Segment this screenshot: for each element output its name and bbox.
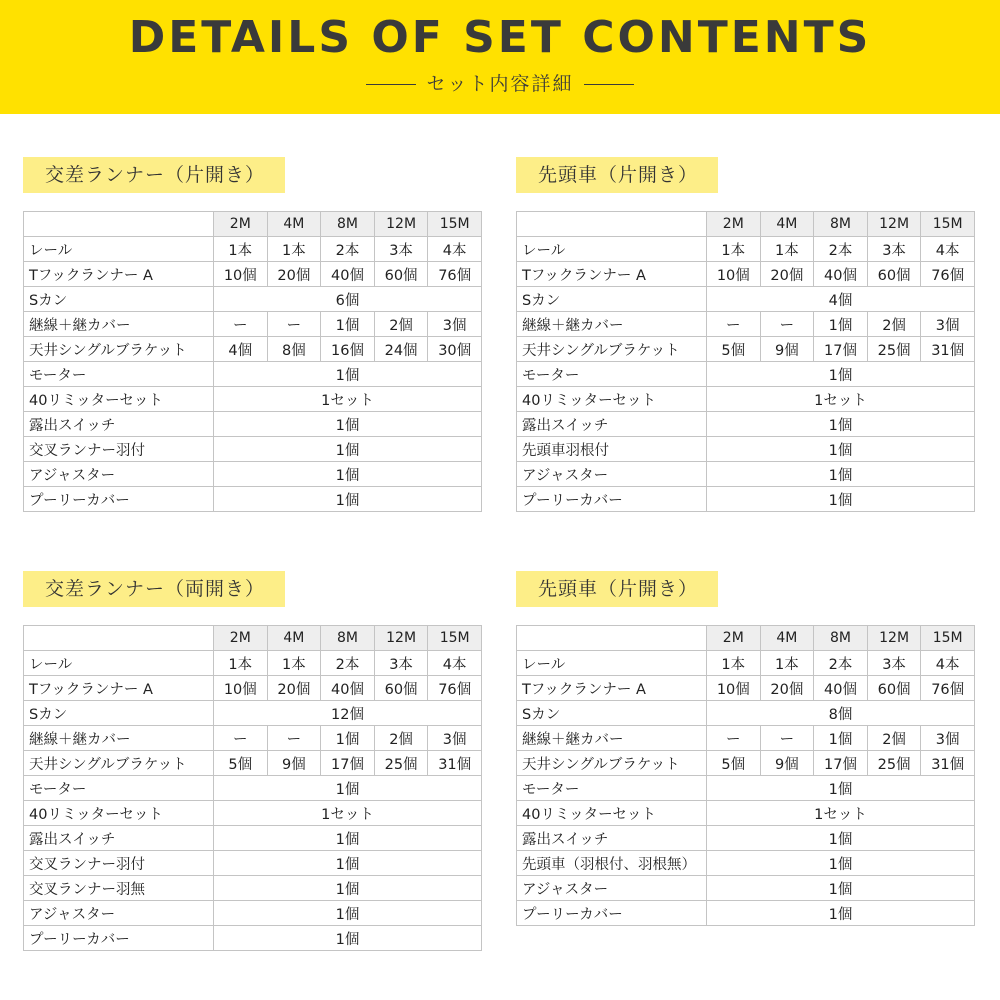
quantity-cell: 1個 <box>321 312 375 337</box>
item-name-cell: 天井シングルブラケット <box>517 337 707 362</box>
table-row <box>24 701 482 726</box>
header-corner-cell <box>24 212 214 237</box>
quantity-cell: 4本 <box>921 651 975 676</box>
header-size-cell: 15M <box>428 212 482 237</box>
item-name-cell: 天井シングルブラケット <box>517 751 707 776</box>
page-subtitle: セット内容詳細 <box>426 73 574 95</box>
quantity-merged-cell: 1個 <box>214 487 482 512</box>
table-row <box>24 651 482 676</box>
item-name-cell: 40リミッターセット <box>517 801 707 826</box>
quantity-merged-cell: 1セット <box>707 801 975 826</box>
item-name-cell: Sカン <box>517 287 707 312</box>
item-name-cell: モーター <box>24 776 214 801</box>
table-row <box>24 776 482 801</box>
quantity-cell: 30個 <box>428 337 482 362</box>
header-size-cell: 12M <box>374 626 428 651</box>
quantity-cell: ー <box>214 312 268 337</box>
table-row <box>24 801 482 826</box>
quantity-cell: 1本 <box>707 651 761 676</box>
item-name-cell: 交叉ランナー羽無 <box>24 876 214 901</box>
quantity-cell: 2本 <box>814 237 868 262</box>
quantity-cell: 10個 <box>707 262 761 287</box>
item-name-cell: アジャスター <box>517 876 707 901</box>
quantity-cell: 17個 <box>814 751 868 776</box>
quantity-cell: 2本 <box>321 237 375 262</box>
table-row <box>24 237 482 262</box>
header-size-cell: 2M <box>707 626 761 651</box>
quantity-merged-cell: 1個 <box>214 826 482 851</box>
quantity-merged-cell: 1個 <box>214 412 482 437</box>
quantity-cell: 25個 <box>374 751 428 776</box>
quantity-cell: 4本 <box>428 651 482 676</box>
header-size-cell: 2M <box>214 212 268 237</box>
quantity-cell: 10個 <box>214 676 268 701</box>
subtitle-rule-left <box>366 84 416 85</box>
table-row <box>24 901 482 926</box>
quantity-cell: ー <box>760 312 814 337</box>
quantity-merged-cell: 1個 <box>214 851 482 876</box>
quantity-cell: 20個 <box>760 262 814 287</box>
quantity-cell: 3個 <box>921 312 975 337</box>
item-name-cell: Tフックランナー A <box>24 676 214 701</box>
table-row <box>24 726 482 751</box>
header-size-cell: 12M <box>867 212 921 237</box>
quantity-cell: 10個 <box>707 676 761 701</box>
header-size-cell: 4M <box>267 212 321 237</box>
quantity-cell: 1本 <box>267 237 321 262</box>
quantity-merged-cell: 1個 <box>707 462 975 487</box>
page-title: DETAILS OF SET CONTENTS <box>128 12 872 63</box>
header-size-cell: 4M <box>760 212 814 237</box>
page-subtitle-row <box>0 70 1000 98</box>
table-row <box>517 851 975 876</box>
quantity-cell: 5個 <box>707 337 761 362</box>
quantity-merged-cell: 1セット <box>707 387 975 412</box>
quantity-cell: ー <box>214 726 268 751</box>
quantity-cell: 76個 <box>921 676 975 701</box>
quantity-merged-cell: 1個 <box>214 926 482 951</box>
quantity-cell: 20個 <box>760 676 814 701</box>
table-row <box>517 701 975 726</box>
quantity-cell: 20個 <box>267 676 321 701</box>
quantity-cell: 2個 <box>867 726 921 751</box>
quantity-cell: 60個 <box>374 676 428 701</box>
quantity-cell: 40個 <box>814 262 868 287</box>
quantity-cell: 4本 <box>921 237 975 262</box>
table-row <box>24 926 482 951</box>
item-name-cell: レール <box>24 651 214 676</box>
quantity-merged-cell: 1個 <box>707 362 975 387</box>
header-size-cell: 4M <box>760 626 814 651</box>
quantity-cell: 4本 <box>428 237 482 262</box>
quantity-cell: 31個 <box>921 337 975 362</box>
quantity-cell: ー <box>760 726 814 751</box>
item-name-cell: 40リミッターセット <box>24 801 214 826</box>
quantity-cell: 1個 <box>814 726 868 751</box>
quantity-cell: 2個 <box>374 726 428 751</box>
quantity-cell: 25個 <box>867 337 921 362</box>
quantity-cell: 2個 <box>374 312 428 337</box>
table-row <box>517 776 975 801</box>
quantity-merged-cell: 4個 <box>707 287 975 312</box>
quantity-cell: 60個 <box>867 676 921 701</box>
header-size-cell: 8M <box>321 626 375 651</box>
table-row <box>24 851 482 876</box>
item-name-cell: モーター <box>24 362 214 387</box>
quantity-merged-cell: 1個 <box>707 776 975 801</box>
quantity-cell: 60個 <box>374 262 428 287</box>
table-header-row <box>517 626 975 651</box>
quantity-cell: 1本 <box>760 651 814 676</box>
item-name-cell: プーリーカバー <box>517 487 707 512</box>
quantity-cell: 20個 <box>267 262 321 287</box>
item-name-cell: モーター <box>517 362 707 387</box>
quantity-cell: 1本 <box>267 651 321 676</box>
table-row <box>517 801 975 826</box>
item-name-cell: 40リミッターセット <box>24 387 214 412</box>
item-name-cell: Sカン <box>517 701 707 726</box>
quantity-cell: 40個 <box>321 676 375 701</box>
header-size-cell: 8M <box>321 212 375 237</box>
table-row <box>24 437 482 462</box>
quantity-cell: 5個 <box>214 751 268 776</box>
quantity-cell: 40個 <box>321 262 375 287</box>
item-name-cell: 天井シングルブラケット <box>24 337 214 362</box>
item-name-cell: アジャスター <box>24 462 214 487</box>
quantity-cell: 25個 <box>867 751 921 776</box>
table-row <box>24 751 482 776</box>
table-row <box>517 437 975 462</box>
section-title: 交差ランナー（片開き） <box>23 157 285 193</box>
quantity-cell: 5個 <box>707 751 761 776</box>
quantity-merged-cell: 1個 <box>214 462 482 487</box>
table-row <box>24 462 482 487</box>
quantity-cell: 60個 <box>867 262 921 287</box>
table-row <box>517 237 975 262</box>
header-size-cell: 15M <box>921 212 975 237</box>
quantity-cell: 4個 <box>214 337 268 362</box>
item-name-cell: 継線＋継カバー <box>517 726 707 751</box>
quantity-merged-cell: 1個 <box>214 437 482 462</box>
quantity-merged-cell: 1セット <box>214 801 482 826</box>
item-name-cell: 交叉ランナー羽付 <box>24 851 214 876</box>
table-row <box>517 676 975 701</box>
quantity-cell: 8個 <box>267 337 321 362</box>
quantity-cell: 24個 <box>374 337 428 362</box>
item-name-cell: 露出スイッチ <box>517 826 707 851</box>
quantity-cell: 40個 <box>814 676 868 701</box>
quantity-merged-cell: 1セット <box>214 387 482 412</box>
quantity-cell: 3個 <box>428 726 482 751</box>
item-name-cell: 先頭車羽根付 <box>517 437 707 462</box>
table-row <box>24 337 482 362</box>
quantity-cell: 16個 <box>321 337 375 362</box>
quantity-merged-cell: 1個 <box>214 901 482 926</box>
table-row <box>517 876 975 901</box>
item-name-cell: 40リミッターセット <box>517 387 707 412</box>
table-row <box>517 262 975 287</box>
header-size-cell: 12M <box>867 626 921 651</box>
quantity-merged-cell: 1個 <box>707 851 975 876</box>
item-name-cell: Tフックランナー A <box>517 262 707 287</box>
table-row <box>517 487 975 512</box>
contents-table <box>23 211 482 512</box>
quantity-cell: ー <box>267 726 321 751</box>
table-row <box>24 487 482 512</box>
quantity-cell: 17個 <box>814 337 868 362</box>
item-name-cell: 露出スイッチ <box>24 826 214 851</box>
table-row <box>517 412 975 437</box>
quantity-cell: ー <box>707 312 761 337</box>
table-row <box>517 312 975 337</box>
item-name-cell: Sカン <box>24 701 214 726</box>
table-row <box>24 826 482 851</box>
header-size-cell: 8M <box>814 626 868 651</box>
table-row <box>517 387 975 412</box>
header-corner-cell <box>517 626 707 651</box>
quantity-merged-cell: 1個 <box>214 876 482 901</box>
item-name-cell: 天井シングルブラケット <box>24 751 214 776</box>
quantity-cell: 31個 <box>428 751 482 776</box>
header-size-cell: 2M <box>214 626 268 651</box>
quantity-cell: 3本 <box>867 237 921 262</box>
item-name-cell: Tフックランナー A <box>517 676 707 701</box>
table-row <box>24 312 482 337</box>
quantity-cell: 1本 <box>707 237 761 262</box>
contents-table <box>516 625 975 926</box>
quantity-cell: 3本 <box>374 651 428 676</box>
header-size-cell: 12M <box>374 212 428 237</box>
table-row <box>517 651 975 676</box>
quantity-cell: ー <box>707 726 761 751</box>
quantity-merged-cell: 1個 <box>707 487 975 512</box>
quantity-merged-cell: 1個 <box>707 826 975 851</box>
item-name-cell: レール <box>24 237 214 262</box>
table-row <box>24 876 482 901</box>
item-name-cell: プーリーカバー <box>24 926 214 951</box>
item-name-cell: アジャスター <box>24 901 214 926</box>
quantity-cell: 76個 <box>428 676 482 701</box>
item-name-cell: 継線＋継カバー <box>24 726 214 751</box>
quantity-cell: ー <box>267 312 321 337</box>
item-name-cell: プーリーカバー <box>517 901 707 926</box>
quantity-cell: 3本 <box>374 237 428 262</box>
quantity-cell: 2本 <box>321 651 375 676</box>
item-name-cell: アジャスター <box>517 462 707 487</box>
item-name-cell: 交叉ランナー羽付 <box>24 437 214 462</box>
table-row <box>517 726 975 751</box>
contents-table <box>23 625 482 951</box>
quantity-cell: 1本 <box>214 237 268 262</box>
table-row <box>24 676 482 701</box>
quantity-cell: 31個 <box>921 751 975 776</box>
quantity-cell: 10個 <box>214 262 268 287</box>
table-row <box>24 387 482 412</box>
table-row <box>517 337 975 362</box>
item-name-cell: 先頭車（羽根付、羽根無） <box>517 851 707 876</box>
quantity-merged-cell: 1個 <box>214 776 482 801</box>
item-name-cell: 露出スイッチ <box>24 412 214 437</box>
item-name-cell: レール <box>517 651 707 676</box>
quantity-cell: 1個 <box>814 312 868 337</box>
table-row <box>517 751 975 776</box>
quantity-merged-cell: 1個 <box>707 901 975 926</box>
quantity-merged-cell: 1個 <box>707 437 975 462</box>
item-name-cell: Sカン <box>24 287 214 312</box>
item-name-cell: 継線＋継カバー <box>517 312 707 337</box>
quantity-cell: 1個 <box>321 726 375 751</box>
header-size-cell: 2M <box>707 212 761 237</box>
item-name-cell: Tフックランナー A <box>24 262 214 287</box>
table-header-row <box>24 212 482 237</box>
item-name-cell: プーリーカバー <box>24 487 214 512</box>
quantity-cell: 1本 <box>760 237 814 262</box>
header-corner-cell <box>517 212 707 237</box>
quantity-merged-cell: 1個 <box>214 362 482 387</box>
quantity-cell: 3個 <box>921 726 975 751</box>
quantity-cell: 2個 <box>867 312 921 337</box>
header-banner <box>0 0 1000 114</box>
item-name-cell: モーター <box>517 776 707 801</box>
section-title: 交差ランナー（両開き） <box>23 571 285 607</box>
quantity-cell: 9個 <box>760 337 814 362</box>
header-size-cell: 15M <box>921 626 975 651</box>
quantity-merged-cell: 1個 <box>707 876 975 901</box>
quantity-cell: 17個 <box>321 751 375 776</box>
table-header-row <box>24 626 482 651</box>
quantity-merged-cell: 1個 <box>707 412 975 437</box>
table-row <box>24 362 482 387</box>
quantity-cell: 1本 <box>214 651 268 676</box>
item-name-cell: 継線＋継カバー <box>24 312 214 337</box>
quantity-cell: 3個 <box>428 312 482 337</box>
quantity-cell: 9個 <box>760 751 814 776</box>
table-header-row <box>517 212 975 237</box>
section-title: 先頭車（片開き） <box>516 157 718 193</box>
table-row <box>517 901 975 926</box>
table-row <box>24 262 482 287</box>
quantity-cell: 3本 <box>867 651 921 676</box>
quantity-cell: 76個 <box>428 262 482 287</box>
table-row <box>24 412 482 437</box>
quantity-cell: 76個 <box>921 262 975 287</box>
quantity-merged-cell: 8個 <box>707 701 975 726</box>
item-name-cell: 露出スイッチ <box>517 412 707 437</box>
table-row <box>517 462 975 487</box>
header-size-cell: 4M <box>267 626 321 651</box>
table-row <box>517 826 975 851</box>
quantity-cell: 9個 <box>267 751 321 776</box>
quantity-cell: 2本 <box>814 651 868 676</box>
quantity-merged-cell: 6個 <box>214 287 482 312</box>
quantity-merged-cell: 12個 <box>214 701 482 726</box>
table-row <box>517 362 975 387</box>
header-size-cell: 8M <box>814 212 868 237</box>
header-size-cell: 15M <box>428 626 482 651</box>
item-name-cell: レール <box>517 237 707 262</box>
table-row <box>517 287 975 312</box>
contents-table <box>516 211 975 512</box>
subtitle-rule-right <box>584 84 634 85</box>
table-row <box>24 287 482 312</box>
header-corner-cell <box>24 626 214 651</box>
section-title: 先頭車（片開き） <box>516 571 718 607</box>
